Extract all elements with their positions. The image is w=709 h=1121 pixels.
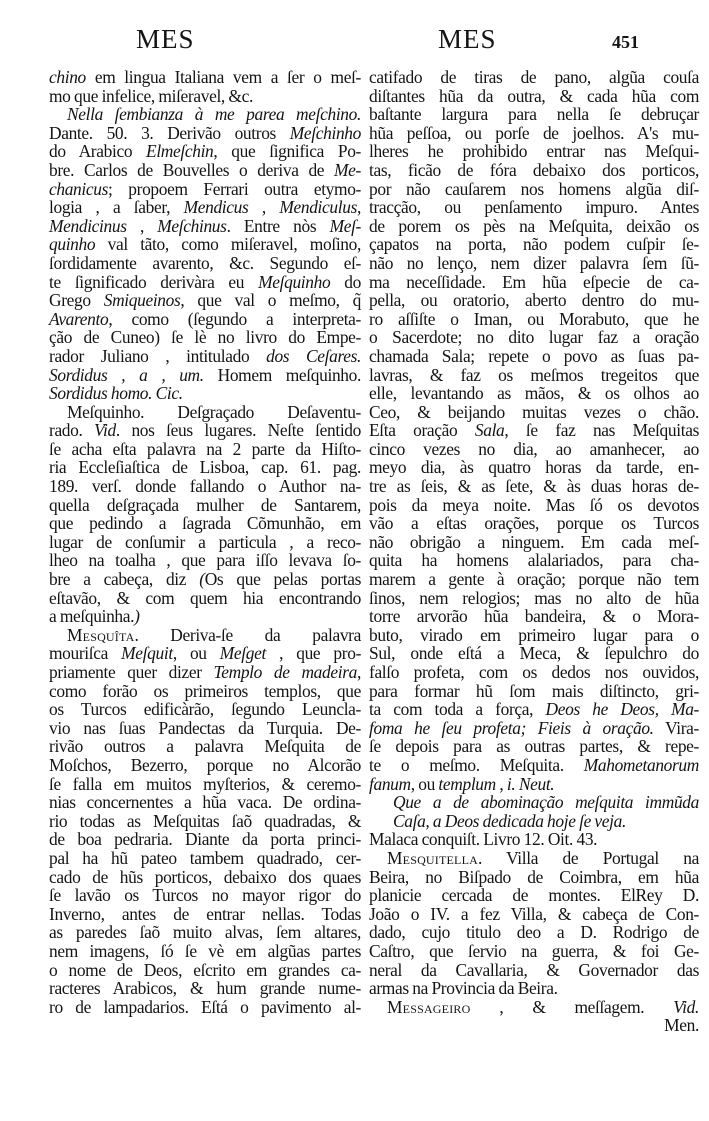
text-run: ſe falla em muitos myſterios, & ceremo- — [49, 773, 361, 794]
text-line — [369, 273, 699, 292]
text-run: Sul, onde eſtá a Meca, & ſepulchro do — [369, 643, 699, 664]
text-line — [369, 421, 699, 440]
text-line — [369, 347, 699, 366]
italic-text: Que a de abominação meſquita immũda — [393, 792, 699, 813]
text-run: pella, ou oratorio, aberto dentro do mu- — [369, 290, 699, 311]
italic-text: Vid — [94, 420, 116, 441]
italic-text: Mendicus — [183, 197, 249, 218]
text-line — [369, 198, 699, 217]
italic-text: Meſchinus — [157, 215, 227, 236]
text-run: , — [248, 197, 280, 218]
italic-text: Sala — [474, 420, 505, 441]
text-run: ma neceſſidade. Em hũa eſpecie de ca- — [369, 271, 699, 292]
text-line — [49, 886, 361, 905]
text-line — [369, 384, 699, 403]
text-line — [369, 366, 699, 385]
text-run: ſinos, nem relogios; mas no alto de hũa — [369, 587, 699, 608]
text-run: de boa pedraria. Diante da porta princi- — [49, 829, 361, 850]
text-run: , & meſſagem. — [470, 996, 674, 1017]
text-line — [49, 161, 361, 180]
text-run: . Villa de Portugal na — [477, 847, 699, 868]
text-line — [49, 998, 361, 1017]
text-line — [369, 124, 699, 143]
text-run: o nome de Deos, eſcrito em grandes ca- — [49, 959, 361, 980]
text-line — [49, 737, 361, 756]
text-line — [49, 589, 361, 608]
text-run: vio nas ſuas Pandectas da Turquia. De- — [49, 717, 361, 738]
text-line — [369, 291, 699, 310]
text-line — [49, 533, 361, 552]
text-run: . Entre nòs — [226, 215, 330, 236]
text-line — [49, 775, 361, 794]
text-line — [369, 849, 699, 868]
italic-text: chino — [49, 67, 86, 87]
text-run: os Turcos edificàrão, ſegundo Leuncla- — [49, 699, 361, 720]
italic-text: Vid. — [673, 996, 699, 1017]
running-head-left: MES — [136, 24, 195, 54]
text-run: ſe lavão os Turcos no mayor rigor do — [49, 885, 361, 906]
text-run: , como (ſegundo a interpreta- — [108, 308, 361, 329]
text-line — [369, 142, 699, 161]
text-line — [369, 961, 699, 980]
text-line — [369, 180, 699, 199]
italic-text: Templo de madeira — [213, 662, 357, 682]
text-line — [369, 235, 699, 254]
text-line — [369, 830, 699, 849]
text-run: Dante. 50. 3. Derivão outros — [49, 122, 290, 143]
italic-text: Meſquit — [121, 643, 173, 664]
text-run: bre a cabeça, diz — [49, 569, 200, 590]
text-line — [369, 775, 699, 794]
text-run: falſo profeta, com os dedos nos ouvidos, — [369, 662, 699, 682]
text-run: lugar de conſumir a particula , a reco- — [49, 531, 361, 552]
text-run: ta com toda a força, — [369, 699, 546, 720]
text-line — [369, 105, 699, 124]
text-run: tracção, ou penſamento impuro. Antes — [369, 197, 699, 218]
text-line — [369, 663, 699, 682]
text-line — [369, 551, 699, 570]
text-run: tre as ſeis, & as ſete, & às duas horas de- — [369, 476, 699, 497]
text-run: mouriſca — [49, 643, 122, 664]
text-line — [49, 477, 361, 496]
italic-text: Meſquinho — [258, 271, 331, 292]
text-line — [49, 849, 361, 868]
text-line — [49, 942, 361, 961]
text-line — [369, 644, 699, 663]
italic-text: i. Neut. — [506, 773, 555, 794]
text-line — [369, 942, 699, 961]
text-line — [49, 830, 361, 849]
italic-text: foma he ſeu profeta; Fieis à oração. — [369, 717, 654, 738]
text-line — [49, 68, 361, 87]
text-run: rado. — [49, 420, 95, 441]
text-run: . Deriva-ſe da palavra — [134, 624, 361, 645]
entry-headword: Mesquîta — [67, 624, 135, 645]
text-line — [49, 905, 361, 924]
text-run: mo que infelice, miſeravel, &c. — [49, 85, 253, 106]
italic-text: Mahometanorum — [583, 754, 699, 775]
text-line — [49, 682, 361, 701]
text-run: por não cauſarem nos homens algũa diſ- — [369, 178, 699, 199]
text-line — [49, 793, 361, 812]
text-line — [369, 700, 699, 719]
text-line — [49, 663, 361, 682]
text-run: , ou — [172, 643, 220, 664]
text-run: te ſignificado derivàra eu — [49, 271, 259, 292]
text-line — [49, 421, 361, 440]
text-line — [49, 440, 361, 459]
running-head-right: MES — [438, 24, 497, 54]
text-run: bre. Carlos de Bouvelles o deriva de — [49, 159, 335, 180]
text-run: buto, virado em primeiro lugar para o — [369, 624, 699, 645]
italic-text: Meſget — [219, 643, 266, 664]
text-line — [369, 793, 699, 812]
entry-headword: Messageiro — [387, 996, 471, 1017]
italic-text: Elmeſchin — [146, 141, 214, 162]
text-line — [49, 607, 361, 626]
text-run: nem imagens, ſó ſe vè em algũas partes — [49, 940, 361, 961]
text-line — [369, 905, 699, 924]
text-line — [49, 328, 361, 347]
text-run: cado de hũs porticos, debaixo dos quaes — [49, 866, 361, 887]
text-run: Homem meſquinho. — [203, 364, 361, 385]
text-run: do Arabico — [49, 141, 147, 162]
text-run: , que val o meſmo, q̃ — [180, 290, 361, 311]
text-line — [369, 533, 699, 552]
text-run: do — [330, 271, 361, 292]
text-run: vão a eſtas orações, porque os Turcos — [369, 513, 699, 534]
text-run: armas na Provincia da Beira. — [369, 978, 558, 999]
text-run: , que ſignifica Po- — [213, 141, 361, 162]
text-run: para formar hũ ſom mais diſtincto, gri- — [369, 680, 699, 701]
text-run: João o IV. a fez Villa, & cabeça de Con- — [369, 903, 699, 924]
text-run: val tãto, como miſeravel, moſino, — [95, 234, 361, 255]
text-run: pal ha hũ pateo tambem quadrado, cer- — [49, 847, 361, 868]
text-run: ção de Cuneo) ſe lè no livro do Empe- — [49, 327, 361, 348]
text-run: como forão os primeiros templos, que — [49, 680, 361, 701]
text-run: Eſta oração — [369, 420, 475, 441]
text-line — [49, 570, 361, 589]
text-run: não no lenço, nem dizer palavra ſem ſũ- — [369, 252, 699, 273]
text-run: rador Juliano , intitulado — [49, 345, 267, 366]
text-line — [49, 403, 361, 422]
text-line — [49, 366, 361, 385]
text-run: Moſchos, Bezerro, porque no Alcorão — [49, 754, 361, 775]
text-run: , — [126, 215, 158, 236]
text-line — [49, 105, 361, 124]
text-run: elle, levantando as mãos, & os olhos ao — [369, 383, 699, 404]
italic-text: ) — [134, 606, 140, 627]
text-line — [369, 310, 699, 329]
text-run: logia , a ſaber, — [49, 197, 184, 218]
text-line — [369, 1016, 699, 1035]
text-line — [369, 87, 699, 106]
text-run: rivão outros a palavra Meſquita de — [49, 736, 361, 757]
text-run: racteres Arabicos, & hum grande nume- — [49, 978, 361, 999]
text-run: Vira- — [653, 717, 699, 738]
text-line — [49, 87, 361, 106]
text-run: lavras, & faz os meſmos tregeitos que — [369, 364, 699, 385]
text-line — [49, 310, 361, 329]
text-run: Inverno, antes de entrar nellas. Todas — [49, 903, 361, 924]
text-line — [49, 291, 361, 310]
italic-text: Meſ- — [329, 215, 361, 236]
text-line — [369, 328, 699, 347]
text-run: torre arvorão hũa bandeira, & o Mora- — [369, 606, 699, 627]
text-run: rio todas as Meſquitas ſaõ quadradas, & — [49, 810, 361, 831]
text-run: Ceo, & beijando muitas vezes o chão. — [369, 401, 699, 422]
text-line — [369, 161, 699, 180]
text-run: quita ha homens alalariados, para cha- — [369, 550, 699, 571]
text-line — [369, 68, 699, 87]
text-run: Beira, no Biſpado de Coimbra, em hũa — [369, 866, 699, 887]
italic-text: Nella ſembianza à me parea meſchino. — [67, 104, 361, 125]
text-run: planicie cercada de montes. ElRey D. — [369, 885, 699, 906]
text-line — [369, 737, 699, 756]
text-run: , — [357, 197, 361, 218]
text-line — [369, 626, 699, 645]
text-line — [49, 217, 361, 236]
text-line — [369, 570, 699, 589]
text-run: , — [357, 662, 361, 682]
italic-text: Sordidus , a , um. — [49, 364, 204, 385]
text-line — [49, 273, 361, 292]
text-line — [49, 923, 361, 942]
text-run: chamada Sala; repete o povo as ſuas pa- — [369, 345, 699, 366]
italic-text: Smiqueinos — [103, 290, 181, 311]
italic-text: chanicus — [49, 178, 109, 199]
text-run: ſe acha eſta palavra na 2 parte da Hiſto- — [49, 438, 361, 459]
entry-headword: Mesquitella — [387, 847, 478, 868]
page-number: 451 — [612, 32, 639, 52]
text-run: baſtante largura para nella ſe debruçar — [369, 104, 699, 125]
italic-text: Me- — [334, 159, 361, 180]
text-run: marem a gente à oração; porque não tem — [369, 569, 699, 590]
text-run: Meſquinho. Deſgraçado Deſaventu- — [67, 401, 361, 422]
text-line — [49, 626, 361, 645]
text-run: cinco vezes no dia, ao amanhecer, ao — [369, 438, 699, 459]
text-line — [49, 961, 361, 980]
text-line — [369, 217, 699, 236]
text-line — [49, 142, 361, 161]
text-line — [49, 198, 361, 217]
italic-text: Caſa, a Deos dedicada hoje ſe veja. — [393, 810, 626, 831]
text-line — [369, 514, 699, 533]
text-line — [369, 979, 699, 998]
text-run: nias concernentes a hũa vaca. De ordina- — [49, 792, 361, 813]
text-run: catifado de tiras de pano, algũa couſa — [369, 67, 699, 87]
text-run: que pedindo a ſagrada Cõmunhão, em — [49, 513, 361, 534]
text-run: Caſtro, que ſervio na guerra, & foi Ge- — [369, 940, 699, 961]
text-line — [369, 589, 699, 608]
text-run: ria Eccleſiaſtica de Lisboa, cap. 61. pag. — [49, 457, 361, 478]
text-columns — [0, 68, 709, 1035]
text-run: meyo dia, às quatro horas da tarde, en- — [369, 457, 699, 478]
text-line — [369, 719, 699, 738]
text-run: não obrigão a ninguem. Em cada meſ- — [369, 531, 699, 552]
italic-text: Avarento — [49, 308, 109, 329]
text-run: em lingua Italiana vem a ſer o meſ- — [85, 67, 361, 87]
text-line — [49, 756, 361, 775]
text-run: , — [495, 773, 507, 794]
text-line — [49, 347, 361, 366]
text-line — [49, 124, 361, 143]
italic-text: templum — [438, 773, 496, 794]
text-run: tas, ficão de fóra debaixo dos porticos, — [369, 159, 699, 180]
text-line — [369, 812, 699, 831]
italic-text: quinho — [49, 234, 96, 255]
text-line — [49, 812, 361, 831]
text-line — [49, 551, 361, 570]
text-line — [369, 254, 699, 273]
italic-text: Mendiculus — [279, 197, 357, 218]
italic-text: dos Ceſares. — [266, 345, 362, 366]
text-run: neral da Cavallaria, & Governador das — [369, 959, 699, 980]
text-line — [49, 254, 361, 273]
text-line — [49, 384, 361, 403]
italic-text: ( — [199, 569, 205, 590]
text-run: eſtavão, & com quem hia encontrando — [49, 587, 361, 608]
text-run: as paredes ſaõ muito alvas, ſem altares, — [49, 922, 361, 943]
italic-text: Meſchinho — [289, 122, 361, 143]
text-column-left — [49, 68, 361, 1016]
text-run: lheo na toalha , que para iſſo levava ſo- — [49, 550, 361, 571]
text-line — [369, 923, 699, 942]
text-run: quella deſgraçada mulher de Santarem, — [49, 494, 361, 515]
text-run: çapatos na porta, não podem cuſpir ſe- — [369, 234, 699, 255]
text-line — [369, 496, 699, 515]
text-run: , que pro- — [265, 643, 362, 664]
text-run: a meſquinha. — [49, 606, 135, 627]
text-run: dado, cujo titulo deo a D. Rodrigo de — [369, 922, 699, 943]
text-run: ſe depois para as outras partes, & repe- — [369, 736, 699, 757]
text-line — [369, 607, 699, 626]
text-run: ro de lampadarios. Eſtá o pavimento al- — [49, 996, 361, 1017]
text-line — [49, 496, 361, 515]
text-run: Men. — [664, 1015, 699, 1036]
text-run: lheres he prohibido entrar nas Meſqui- — [369, 141, 699, 162]
italic-text: Mendicinus — [49, 215, 127, 236]
text-run: , ſe faz nas Meſquitas — [504, 420, 700, 441]
italic-text: fanum — [369, 773, 411, 794]
text-run: diſtantes hũa da outra, & cada hũa com — [369, 85, 699, 106]
text-line — [369, 440, 699, 459]
text-line — [369, 682, 699, 701]
text-line — [369, 886, 699, 905]
text-run: ; propoem Ferrari outra etymo- — [108, 178, 361, 199]
text-line — [49, 644, 361, 663]
text-run: Grego — [49, 290, 104, 311]
text-column-right — [369, 68, 699, 1035]
text-line — [369, 868, 699, 887]
text-run: 189. verſ. donde fallando o Author na- — [49, 476, 361, 497]
text-run: Os que pelas portas — [204, 569, 361, 590]
text-run: Malaca conquiſt. Livro 12. Oit. 43. — [369, 829, 598, 850]
italic-text: Sordidus homo. Cic. — [49, 383, 183, 404]
text-line — [49, 979, 361, 998]
text-run: , ou — [410, 773, 439, 794]
text-run: o Sacerdote; no dito lugar faz a oração — [369, 327, 699, 348]
text-line — [49, 700, 361, 719]
text-run: de porem os pès na Meſquita, deixão os — [369, 215, 699, 236]
text-run: ſordidamente avarento, &c. Segundo eſ- — [49, 252, 361, 273]
text-line — [369, 756, 699, 775]
text-line — [369, 998, 699, 1017]
text-line — [49, 235, 361, 254]
text-line — [49, 719, 361, 738]
text-line — [49, 458, 361, 477]
text-line — [369, 458, 699, 477]
page-header — [0, 0, 709, 68]
text-run: ro aſſiſte o Iman, ou Morabuto, que he — [369, 308, 699, 329]
text-line — [369, 477, 699, 496]
text-line — [49, 180, 361, 199]
text-line — [49, 514, 361, 533]
text-run: hũa peſſoa, ou porſe de joelhos. A's mu- — [369, 122, 699, 143]
text-run: priamente quer dizer — [49, 662, 214, 682]
text-line — [369, 403, 699, 422]
italic-text: Deos he Deos, Ma- — [545, 699, 699, 720]
text-run: te o meſmo. Meſquita. — [369, 754, 584, 775]
text-run: . nos ſeus lugares. Neſte ſentido — [115, 420, 362, 441]
text-run: pois da meya noite. Mas ſó os devotos — [369, 494, 699, 515]
text-line — [49, 868, 361, 887]
